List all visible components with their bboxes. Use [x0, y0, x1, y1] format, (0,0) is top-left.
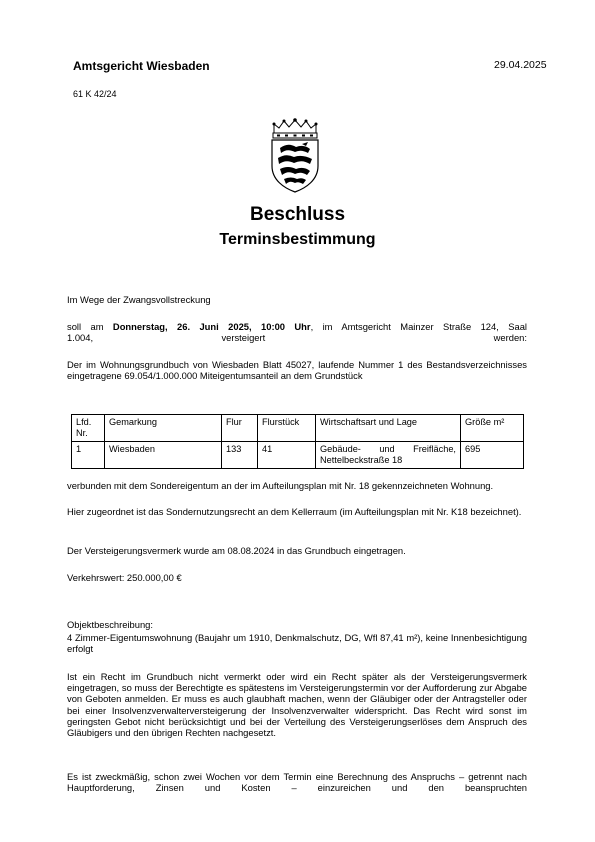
object-description: 4 Zimmer-Eigentumswohnung (Baujahr um 1910, Denkmalschutz, DG, Wfl 87,41 m²), keine Innenbesichtigung erfolgt — [67, 632, 527, 655]
auction-paragraph — [67, 321, 527, 343]
special-ownership-text: verbunden mit dem Sondereigentum an der im Aufteilungsplan mit Nr. 18 gekennzeichneten Wohnung. — [67, 480, 494, 491]
advice-paragraph: Es ist zweckmäßig, schon zwei Wochen vor dem Termin eine Berechnung des Anspruchs – getrennt nach Hauptforderung, Zinsen und Kosten – einzureichen und den beanspruchten — [67, 771, 527, 794]
table-cell: 1 — [72, 442, 105, 469]
auction-line-2 — [67, 332, 527, 343]
table-cell: Gebäude- und Freifläche, Nettelbeckstraße 18 — [316, 442, 461, 469]
market-value: Verkehrswert: 250.000,00 € — [67, 572, 182, 583]
header-cell: Flurstück — [258, 415, 316, 442]
table-cell: 695 — [461, 442, 524, 469]
hesse-coat-of-arms-icon — [266, 118, 324, 194]
header-cell: Flur — [222, 415, 258, 442]
document-date: 29.04.2025 — [494, 59, 547, 71]
auction-date: Donnerstag, 26. Juni 2025, 10:00 Uhr — [112, 321, 311, 332]
header-cell: Größe m² — [461, 415, 524, 442]
property-table — [71, 414, 524, 469]
property-intro: Der im Wohnungsgrundbuch von Wiesbaden Blatt 45027, laufende Nummer 1 des Bestandsverzeichnisses eingetragene 69.054/1.000.000 Miteigentumsanteil an dem Grundstück — [67, 359, 527, 382]
document-subtitle: Terminsbestimmung — [219, 231, 376, 248]
auction-end: werden: — [493, 332, 527, 344]
header-cell: Wirtschaftsart und Lage — [316, 415, 461, 442]
table-row — [72, 442, 524, 469]
auction-room: 1.004, — [67, 332, 94, 344]
header-cell: Gemarkung — [105, 415, 222, 442]
auction-line-1 — [67, 321, 527, 332]
file-number: 61 K 42/24 — [73, 89, 117, 99]
auction-prefix: soll am — [67, 321, 113, 332]
document-title: Beschluss — [249, 204, 346, 225]
table-header-row — [72, 415, 524, 442]
auction-verb: versteigert — [221, 332, 266, 344]
table-cell: 133 — [222, 442, 258, 469]
auction-location: , im Amtsgericht Mainzer Straße 124, Saal — [310, 321, 527, 332]
intro-text: Im Wege der Zwangsvollstreckung — [67, 294, 211, 305]
rights-paragraph: Ist ein Recht im Grundbuch nicht vermerkt oder wird ein Recht später als der Versteigerungsvermerk eingetragen, so muss der Berechtigte es spätestens im Versteigerungstermin vor der Aufforderung zur Abgabe von Geboten anmelden. Er muss es auch glaubhaft machen, wenn der Gläubiger oder der Antragsteller oder bei einer Insolvenzverwalterversteigerung der Insolvenzverwalter widerspricht. Das Recht wird sonst im geringsten Gebot nicht berücksichtigt und bei der Verteilung des Versteigerungserlöses dem Anspruch des Gläubigers und den übrigen Rechten nachgesetzt. — [67, 671, 527, 739]
object-label: Objektbeschreibung: — [67, 619, 153, 630]
table-cell: 41 — [258, 442, 316, 469]
table-cell: Wiesbaden — [105, 442, 222, 469]
register-note: Der Versteigerungsvermerk wurde am 08.08.2024 in das Grundbuch eingetragen. — [67, 545, 406, 556]
header-cell: Lfd. Nr. — [72, 415, 105, 442]
court-name: Amtsgericht Wiesbaden — [73, 59, 210, 73]
usage-right-text: Hier zugeordnet ist das Sondernutzungsrecht an dem Kellerraum (im Aufteilungsplan mit Nr. K18 bezeichnet). — [67, 506, 522, 517]
